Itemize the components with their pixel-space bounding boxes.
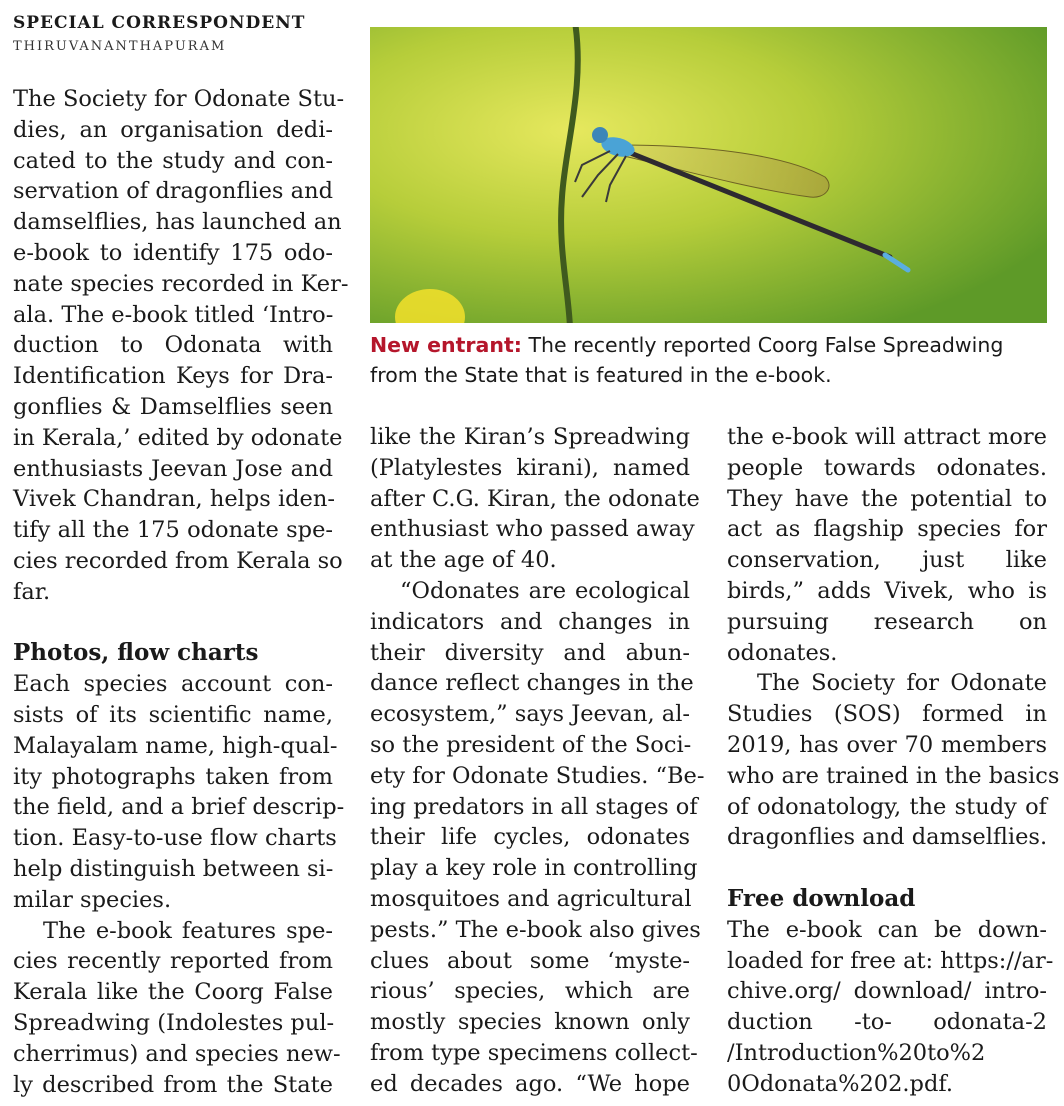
text-line: so the president of the Soci-	[370, 731, 692, 758]
text-line: duction to Odonata with	[13, 332, 333, 359]
article-paragraph	[370, 422, 700, 576]
text-line: The Society for Odonate	[757, 670, 1047, 697]
text-line: mostly species known only	[370, 1009, 690, 1036]
text-line: their life cycles, odonates	[370, 824, 690, 851]
photo-caption	[370, 330, 1050, 390]
article-paragraph	[727, 668, 1060, 853]
text-line: their diversity and abun-	[370, 639, 690, 666]
section-heading: Photos, flow charts	[13, 639, 259, 667]
text-line: odonates.	[727, 639, 838, 666]
text-line: “Odonates are ecological	[400, 577, 690, 604]
text-line: gonflies & Damselflies seen	[13, 393, 333, 420]
text-line: cies recorded from Kerala so	[13, 547, 343, 574]
text-line: Kerala like the Coorg False	[13, 979, 333, 1006]
text-line: The Society for Odonate Stu-	[13, 86, 345, 112]
text-line: milar species.	[13, 886, 172, 913]
text-line: enthusiast who passed away	[370, 516, 695, 543]
text-line: people towards odonates.	[727, 454, 1047, 481]
text-line: servation of dragonflies and	[13, 178, 333, 205]
text-line: tify all the 175 odonate spe-	[13, 517, 333, 544]
text-line: ecosystem,” says Jeevan, al-	[370, 701, 690, 728]
section-heading: Free download	[727, 884, 916, 912]
text-line: 2019, has over 70 members	[727, 731, 1047, 758]
text-line: ity photographs taken from	[13, 763, 333, 790]
text-line: ed decades ago. “We hope	[370, 1070, 690, 1097]
text-line: play a key role in controlling	[370, 855, 698, 882]
text-line: loaded for free at: https://ar-	[727, 947, 1054, 974]
text-line: mosquitoes and agricultural	[370, 885, 692, 912]
text-line: from type specimens collect-	[370, 1039, 698, 1066]
article-column-2	[370, 422, 705, 1100]
text-line: damselflies, has launched an	[13, 209, 342, 236]
text-line: 0Odonata%202.pdf.	[727, 1070, 954, 1097]
text-line: at the age of 40.	[370, 547, 557, 574]
text-line: enthusiasts Jeevan Jose and	[13, 455, 333, 482]
text-line: conservation, just like	[727, 547, 1047, 574]
text-line: cies recently reported from	[13, 948, 333, 975]
text-line: the field, and a brief descrip-	[13, 794, 345, 821]
text-line: clues about some ‘myste-	[370, 947, 690, 974]
text-line: /Introduction%20to%2	[727, 1039, 986, 1066]
article-column-1	[13, 84, 349, 1100]
caption-line: The recently reported Coorg False Spreadwing	[528, 333, 1004, 357]
text-line: help distinguish between si-	[13, 855, 334, 882]
text-line: act as flagship species for	[727, 516, 1047, 543]
text-line: nate species recorded in Ker-	[13, 270, 349, 297]
text-line: Spreadwing (Indolestes pul-	[13, 1009, 335, 1036]
text-line: cated to the study and con-	[13, 147, 333, 174]
text-line: chive.org/ download/ intro-	[727, 978, 1047, 1005]
text-line: tion. Easy-to-use flow charts	[13, 825, 337, 852]
article-column-3	[727, 422, 1060, 1100]
byline-author: SPECIAL CORRESPONDENT	[13, 13, 306, 33]
article-paragraph	[13, 916, 341, 1101]
text-line: dies, an organisation dedi-	[13, 116, 333, 143]
article-paragraph	[727, 915, 1054, 1100]
text-line: Identification Keys for Dra-	[13, 363, 333, 390]
text-line: birds,” adds Vivek, who is	[727, 577, 1047, 604]
byline	[13, 12, 305, 56]
caption-line: from the State that is featured in the e-book.	[370, 363, 832, 387]
text-line: far.	[13, 578, 51, 605]
article-paragraph	[370, 576, 705, 1100]
text-line: Each species account con-	[13, 671, 333, 698]
text-line: like the Kiran’s Spreadwing	[370, 424, 690, 450]
text-line: ing predators in all stages of	[370, 793, 698, 820]
text-line: The e-book features spe-	[43, 917, 333, 944]
text-line: cherrimus) and species new-	[13, 1040, 341, 1067]
text-line: rious’ species, which are	[370, 978, 690, 1005]
text-line: Vivek Chandran, helps iden-	[13, 486, 335, 513]
text-line: pursuing research on	[727, 608, 1047, 635]
text-line: dance reflect changes in the	[370, 670, 694, 697]
article-paragraph	[727, 422, 1047, 668]
text-line: who are trained in the basics	[727, 762, 1060, 789]
article-photo	[370, 27, 1047, 323]
text-line: sists of its scientific name,	[13, 701, 333, 728]
text-line: duction -to- odonata-2	[727, 1009, 1047, 1036]
text-line: They have the potential to	[727, 485, 1047, 512]
text-line: dragonflies and damselflies.	[727, 824, 1048, 851]
byline-dateline: THIRUVANANTHAPURAM	[13, 39, 227, 54]
text-line: ala. The e-book titled ‘Intro-	[13, 301, 334, 328]
text-line: The e-book can be down-	[727, 916, 1047, 943]
damselfly-illustration	[370, 27, 1047, 323]
text-line: indicators and changes in	[370, 608, 690, 635]
text-line: Malayalam name, high-qual-	[13, 732, 338, 759]
text-line: after C.G. Kiran, the odonate	[370, 485, 700, 512]
text-line: of odonatology, the study of	[727, 793, 1047, 820]
text-line: pests.” The e-book also gives	[370, 916, 701, 943]
text-line: the e-book will attract more	[727, 424, 1047, 450]
text-line: e-book to identify 175 odo-	[13, 239, 333, 266]
caption-label: New entrant:	[370, 333, 522, 357]
text-line: (Platylestes kirani), named	[370, 454, 690, 481]
text-line: ly described from the State	[13, 1071, 333, 1098]
article-paragraph	[13, 84, 349, 608]
text-line: in Kerala,’ edited by odonate	[13, 424, 343, 451]
text-line: ety for Odonate Studies. “Be-	[370, 762, 705, 789]
article-paragraph	[13, 669, 345, 915]
text-line: Studies (SOS) formed in	[727, 701, 1047, 728]
